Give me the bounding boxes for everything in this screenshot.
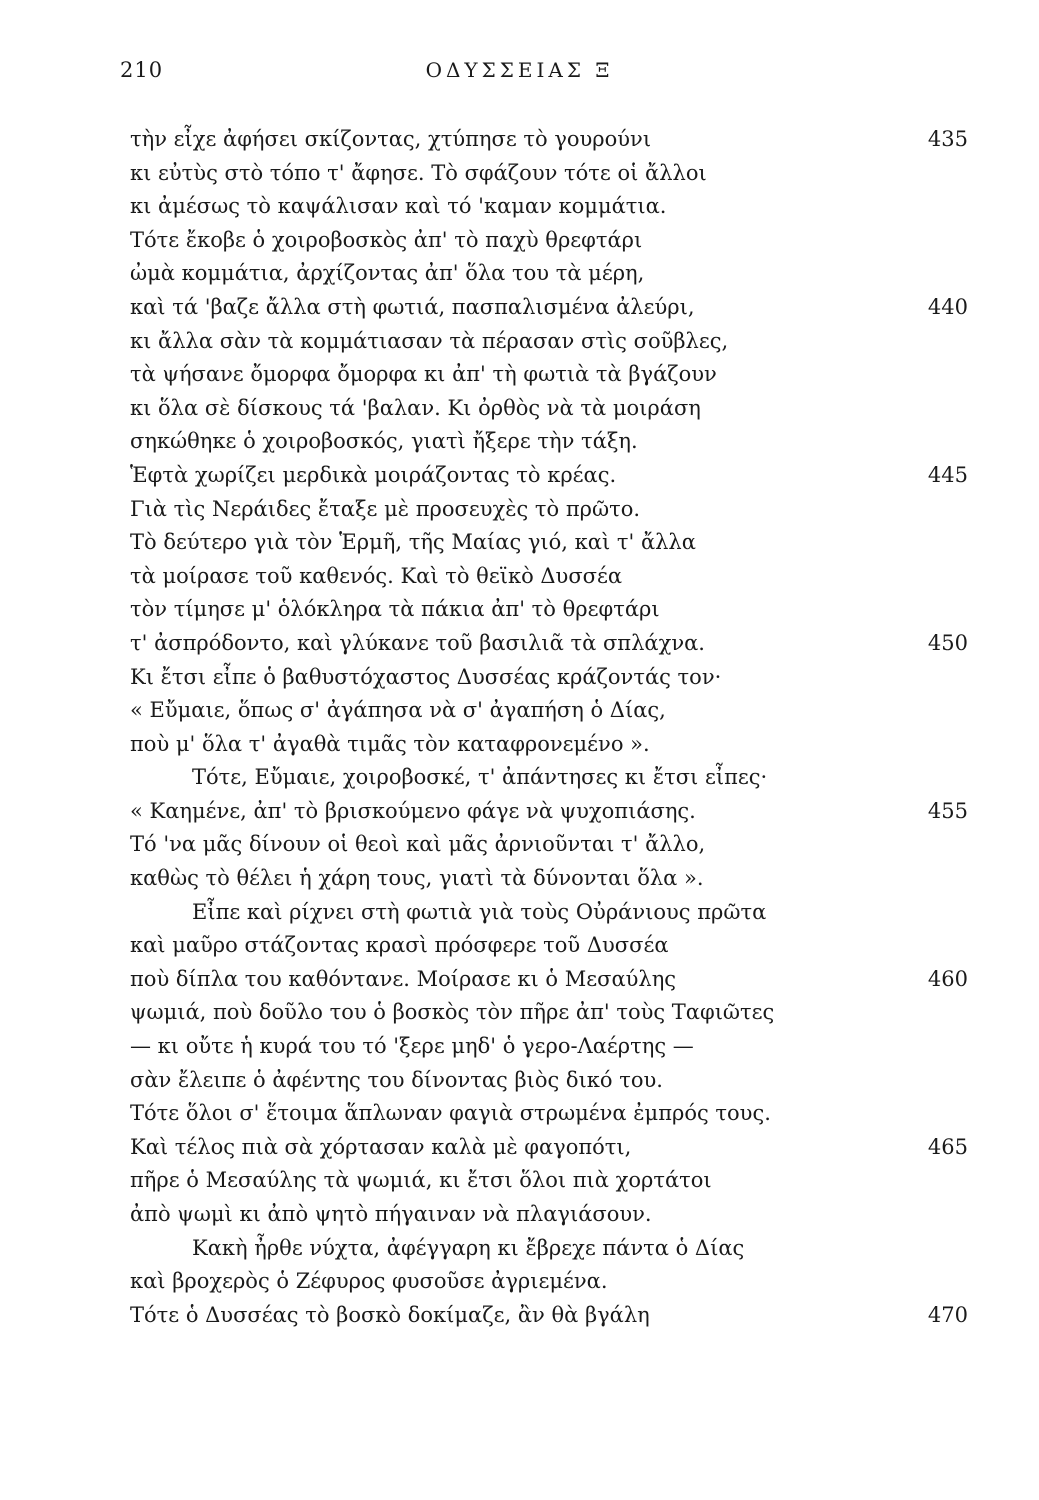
verse-line-text: καὶ βροχερὸς ὁ Ζέφυρος φυσοῦσε ἀγριεμένα.	[130, 1269, 608, 1294]
verse-line	[0, 224, 1039, 258]
verse-line-text: τ' ἀσπρόδοντο, καὶ γλύκανε τοῦ βασιλιᾶ τὰ σπλάχνα.	[130, 630, 705, 655]
verse-line	[0, 123, 1039, 157]
verse-line	[0, 1265, 1039, 1299]
verse-line	[0, 1131, 1039, 1165]
verse-line	[0, 526, 1039, 560]
verse-line-text: — κι οὔτε ἡ κυρά του τό 'ξερε μηδ' ὁ γερο-Λαέρτης —	[130, 1034, 694, 1059]
verse-line-text: Καὶ τέλος πιὰ σὰ χόρτασαν καλὰ μὲ φαγοπότι,	[130, 1134, 632, 1159]
verse-line-text: κι ἀμέσως τὸ καψάλισαν καὶ τό 'καμαν κομμάτια.	[130, 194, 667, 219]
verse-line-text: « Καημένε, ἀπ' τὸ βρισκούμενο φάγε νὰ ψυχοπιάσης.	[130, 798, 696, 823]
verse-line	[0, 828, 1039, 862]
verse-line	[0, 1064, 1039, 1098]
line-number: 440	[927, 294, 968, 319]
verse-line	[0, 694, 1039, 728]
verse-line	[0, 1232, 1039, 1266]
line-number: 435	[927, 127, 968, 151]
verse-text-block	[0, 123, 1039, 1332]
verse-line-text: Τότε ἔκοβε ὁ χοιροβοσκὸς ἀπ' τὸ παχὺ θρεφτάρι	[130, 227, 643, 252]
verse-line-text: πῆρε ὁ Μεσαύλης τὰ ψωμιά, κι ἔτσι ὅλοι πιὰ χορτάτοι	[130, 1168, 712, 1193]
verse-line-text: καθὼς τὸ θέλει ἡ χάρη τους, γιατὶ τὰ δύνονται ὅλα ».	[130, 866, 704, 891]
verse-line	[0, 425, 1039, 459]
verse-line-text: τὰ ψήσανε ὄμορφα ὄμορφα κι ἀπ' τὴ φωτιὰ τὰ βγάζουν	[130, 362, 717, 387]
verse-line-text: Τότε, Εὔμαιε, χοιροβοσκέ, τ' ἀπάντησες κι ἔτσι εἶπες·	[192, 765, 768, 790]
verse-line	[0, 627, 1039, 661]
verse-line-text: Τό 'να μᾶς δίνουν οἱ θεοὶ καὶ μᾶς ἀρνιοῦνται τ' ἄλλο,	[130, 832, 706, 857]
verse-line-text: ψωμιά, ποὺ δοῦλο του ὁ βοσκὸς τὸν πῆρε ἀπ' τοὺς Ταφιῶτες	[130, 1000, 775, 1025]
verse-line	[0, 728, 1039, 762]
verse-line-text: Γιὰ τὶς Νεράιδες ἔταξε μὲ προσευχὲς τὸ πρῶτο.	[130, 496, 641, 521]
verse-line	[0, 291, 1039, 325]
line-number: 465	[927, 1134, 968, 1159]
verse-line	[0, 593, 1039, 627]
verse-line	[0, 493, 1039, 527]
verse-line-text: Κι ἔτσι εἶπε ὁ βαθυστόχαστος Δυσσέας κράζοντάς τον·	[130, 664, 722, 689]
verse-line-text: κι ἄλλα σὰν τὰ κομμάτιασαν τὰ πέρασαν στὶς σοῦβλες,	[130, 328, 729, 353]
line-number: 450	[927, 630, 968, 655]
verse-line	[0, 358, 1039, 392]
running-title: ΟΔΥΣΣΕΙΑΣ Ξ	[425, 58, 614, 82]
verse-line	[0, 392, 1039, 426]
verse-line	[0, 896, 1039, 930]
verse-line	[0, 862, 1039, 896]
verse-line-text: τὴν εἶχε ἀφήσει σκίζοντας, χτύπησε τὸ γουρούνι	[130, 127, 652, 151]
verse-line-text: ποὺ μ' ὅλα τ' ἀγαθὰ τιμᾶς τὸν καταφρονεμένο ».	[130, 731, 650, 756]
verse-line-text: καὶ τά 'βαζε ἄλλα στὴ φωτιά, πασπαλισμένα ἀλεύρι,	[130, 294, 695, 319]
verse-line-text: « Εὔμαιε, ὅπως σ' ἀγάπησα νὰ σ' ἀγαπήση ὁ Δίας,	[130, 698, 666, 723]
verse-line	[0, 560, 1039, 594]
verse-line	[0, 996, 1039, 1030]
verse-line	[0, 190, 1039, 224]
verse-line-text: ὠμὰ κομμάτια, ἀρχίζοντας ἀπ' ὅλα του τὰ μέρη,	[130, 261, 645, 286]
verse-line	[0, 929, 1039, 963]
verse-line-text: Ἑφτὰ χωρίζει μερδικὰ μοιράζοντας τὸ κρέας.	[130, 462, 617, 487]
line-number: 455	[927, 798, 968, 823]
verse-line	[0, 1299, 1039, 1333]
verse-line	[0, 325, 1039, 359]
verse-line	[0, 459, 1039, 493]
verse-line-text: ποὺ δίπλα του καθόντανε. Μοίρασε κι ὁ Μεσαύλης	[130, 966, 677, 991]
verse-line-text: σηκώθηκε ὁ χοιροβοσκός, γιατὶ ἤξερε τὴν τάξη.	[130, 429, 638, 454]
verse-line	[0, 1097, 1039, 1131]
verse-line	[0, 963, 1039, 997]
verse-line-text: Κακὴ ἦρθε νύχτα, ἀφέγγαρη κι ἔβρεχε πάντα ὁ Δίας	[192, 1235, 745, 1260]
verse-line-text: σὰν ἔλειπε ὁ ἀφέντης του δίνοντας βιὸς δικό του.	[130, 1067, 663, 1092]
verse-line-text: Εἶπε καὶ ρίχνει στὴ φωτιὰ γιὰ τοὺς Οὐράνιους πρῶτα	[192, 899, 767, 924]
verse-line	[0, 795, 1039, 829]
verse-line	[0, 661, 1039, 695]
verse-line-text: τὸν τίμησε μ' ὁλόκληρα τὰ πάκια ἀπ' τὸ θρεφτάρι	[130, 597, 660, 622]
verse-line	[0, 257, 1039, 291]
verse-line-text: κι εὐτὺς στὸ τόπο τ' ἄφησε. Τὸ σφάζουν τότε οἱ ἄλλοι	[130, 160, 707, 185]
verse-line-text: Τότε ὁ Δυσσέας τὸ βοσκὸ δοκίμαζε, ἂν θὰ βγάλη	[130, 1302, 650, 1327]
verse-line	[0, 1164, 1039, 1198]
verse-line	[0, 761, 1039, 795]
verse-line-text: κι ὅλα σὲ δίσκους τά 'βαλαν. Κι ὀρθὸς νὰ τὰ μοιράση	[130, 395, 701, 420]
line-number: 445	[927, 462, 968, 487]
verse-line-text: τὰ μοίρασε τοῦ καθενός. Καὶ τὸ θεϊκὸ Δυσσέα	[130, 563, 623, 588]
verse-line-text: Τότε ὅλοι σ' ἕτοιμα ἅπλωναν φαγιὰ στρωμένα ἐμπρός τους.	[130, 1101, 771, 1126]
line-number: 470	[927, 1302, 968, 1327]
page-number: 210	[120, 58, 164, 82]
verse-line	[0, 1030, 1039, 1064]
verse-line-text: ἀπὸ ψωμὶ κι ἀπὸ ψητὸ πήγαιναν νὰ πλαγιάσουν.	[130, 1202, 652, 1226]
page-header	[0, 58, 1039, 88]
line-number: 460	[927, 966, 968, 991]
verse-line-text: Τὸ δεύτερο γιὰ τὸν Ἑρμῆ, τῆς Μαίας γιό, καὶ τ' ἄλλα	[130, 530, 696, 555]
verse-line	[0, 1198, 1039, 1232]
verse-line	[0, 157, 1039, 191]
verse-line-text: καὶ μαῦρο στάζοντας κρασὶ πρόσφερε τοῦ Δυσσέα	[130, 933, 669, 958]
